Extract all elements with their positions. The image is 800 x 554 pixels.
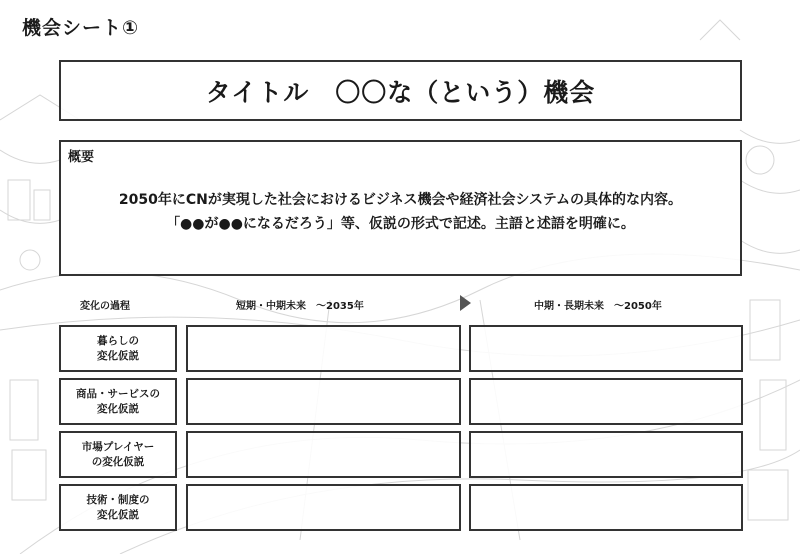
row-label-line: 市場プレイヤー (81, 440, 155, 453)
column-header-process: 変化の過程 (80, 301, 130, 312)
row-label-technology-policy (59, 484, 177, 531)
column-header-mid-long: 中期・長期未来 ～2050年 (534, 301, 662, 312)
row-label-line: 変化仮説 (97, 402, 139, 415)
row-label-line: 技術・制度の (86, 493, 150, 506)
sheet-title: 機会シート① (22, 17, 140, 39)
row-label-line: 変化仮説 (97, 508, 139, 521)
cell-products-short-mid[interactable] (186, 378, 461, 425)
row-label-lifestyle (59, 325, 177, 372)
cell-technology-mid-long[interactable] (469, 484, 743, 531)
summary-line-1: 2050年にCNが実現した社会におけるビジネス機会や経済社会システムの具体的な内容。 (118, 192, 683, 208)
cell-products-mid-long[interactable] (469, 378, 743, 425)
row-label-line: の変化仮説 (91, 455, 145, 468)
summary-label: 概要 (68, 150, 95, 165)
cell-technology-short-mid[interactable] (186, 484, 461, 531)
cell-market-mid-long[interactable] (469, 431, 743, 478)
summary-box (59, 140, 742, 276)
cell-market-short-mid[interactable] (186, 431, 461, 478)
row-label-line: 暮らしの (97, 334, 139, 347)
title-box (59, 60, 742, 121)
row-label-products-services (59, 378, 177, 425)
cell-lifestyle-mid-long[interactable] (469, 325, 743, 372)
row-label-line: 変化仮説 (97, 349, 139, 362)
triangle-right-icon (457, 293, 473, 313)
cell-lifestyle-short-mid[interactable] (186, 325, 461, 372)
column-header-short-mid: 短期・中期未来 ～2035年 (236, 301, 364, 312)
row-label-market-players (59, 431, 177, 478)
summary-body (61, 188, 740, 236)
row-label-line: 商品・サービスの (76, 387, 160, 400)
opportunity-title: タイトル 〇〇な（という）機会 (205, 77, 596, 107)
summary-line-2: 「●●が●●になるだろう」等、仮説の形式で記述。主語と述語を明確に。 (166, 216, 635, 232)
